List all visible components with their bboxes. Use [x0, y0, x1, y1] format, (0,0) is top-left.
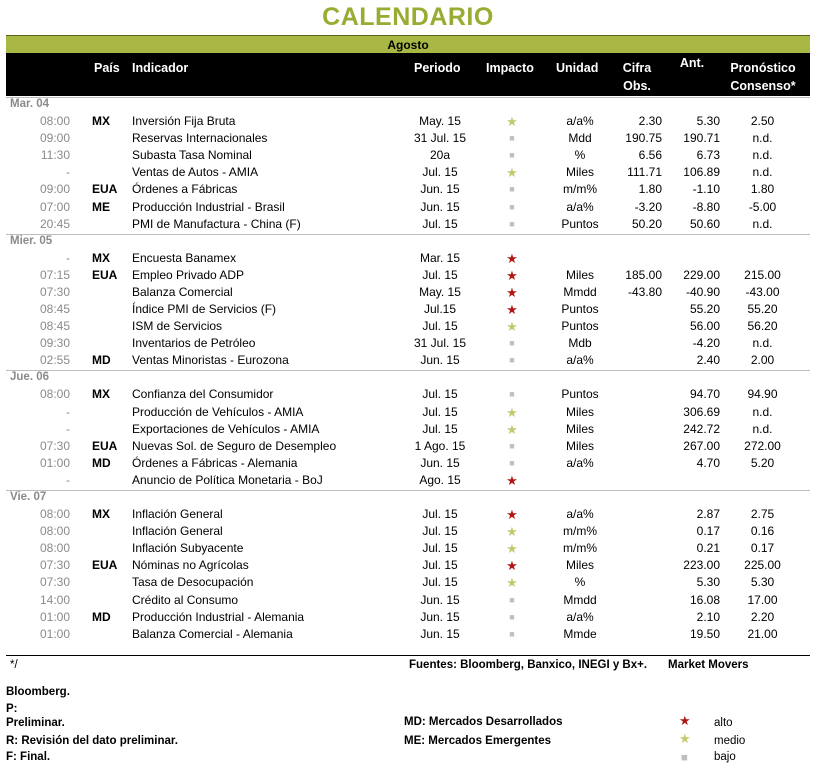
period-cell: Jul. 15 — [422, 421, 458, 436]
page-title: CALENDARIO — [322, 3, 494, 31]
time-cell: 09:00 — [39, 131, 70, 146]
period-cell: Jun. 15 — [420, 592, 460, 607]
country-cell: MX — [92, 387, 110, 402]
table-row — [0, 114, 816, 131]
indicator-cell: ISM de Servicios — [132, 319, 223, 334]
time-cell: 07:30 — [39, 438, 70, 453]
forecast-cell: n.d. — [752, 131, 773, 146]
unit-cell: Miles — [565, 165, 594, 180]
impact-bajo-icon: ■ — [509, 611, 515, 622]
table-row — [0, 507, 816, 524]
unit-cell: m/m% — [563, 524, 597, 539]
period-cell: 31 Jul. 15 — [413, 131, 467, 146]
indicator-cell: Ventas Minoristas - Eurozona — [132, 353, 289, 368]
table-row — [0, 541, 816, 558]
forecast-cell: 2.00 — [750, 353, 775, 368]
footer-note: */ — [10, 659, 18, 671]
impact-bajo-icon: ■ — [509, 594, 515, 605]
unit-cell: Miles — [565, 404, 594, 419]
time-cell: 07:15 — [39, 267, 70, 282]
time-cell: 08:00 — [39, 524, 70, 539]
forecast-cell: 2.75 — [750, 507, 775, 521]
header-consenso: Consenso* — [730, 79, 796, 93]
forecast-cell: n.d. — [752, 404, 773, 419]
forecast-cell: 21.00 — [747, 626, 778, 641]
footer-market-movers: Market Movers — [668, 659, 749, 671]
period-cell: Jul. 15 — [422, 507, 458, 521]
time-cell: 08:00 — [39, 387, 70, 402]
period-cell: Jun. 15 — [420, 353, 460, 368]
unit-cell: m/m% — [563, 182, 597, 197]
previous-cell: 19.50 — [689, 626, 720, 641]
country-cell: EUA — [92, 558, 118, 573]
indicator-cell: PMI de Manufactura - China (F) — [132, 216, 301, 231]
period-cell: Jul. 15 — [422, 387, 458, 402]
impact-bajo-icon: ■ — [509, 218, 515, 229]
forecast-cell: 272.00 — [744, 438, 781, 453]
country-cell: EUA — [92, 182, 118, 197]
footer-bloomberg: Bloomberg. — [6, 686, 70, 698]
period-cell: Mar. 15 — [419, 250, 461, 265]
observed-cell: 111.71 — [627, 165, 662, 180]
legend-medio-icon: ★ — [679, 731, 691, 746]
table-row — [0, 217, 816, 234]
table-row — [0, 148, 816, 165]
previous-cell: 0.17 — [696, 524, 720, 539]
observed-cell: 185.00 — [625, 267, 662, 282]
indicator-cell: Producción Industrial - Brasil — [132, 199, 285, 214]
time-cell: 08:45 — [39, 319, 70, 334]
period-cell: Jul. 15 — [422, 404, 458, 419]
indicator-cell: Ventas de Autos - AMIA — [132, 165, 259, 180]
forecast-cell: -43.00 — [745, 284, 780, 299]
impact-alto-icon: ★ — [506, 472, 518, 488]
country-cell: MD — [92, 353, 111, 368]
country-cell: MX — [92, 507, 110, 521]
indicator-cell: Órdenes a Fábricas — [132, 182, 238, 197]
period-cell: Jul. 15 — [422, 575, 458, 590]
table-row — [0, 524, 816, 541]
header-periodo: Periodo — [414, 61, 461, 75]
table-row — [0, 319, 816, 336]
time-cell: 07:30 — [39, 558, 70, 573]
time-cell: 20:45 — [39, 216, 70, 231]
table-header — [6, 53, 810, 96]
period-cell: Jun. 15 — [420, 609, 460, 624]
period-cell: Jul. 15 — [422, 558, 458, 573]
forecast-cell: 0.16 — [750, 524, 775, 539]
forecast-cell: n.d. — [752, 216, 773, 231]
period-cell: Jun. 15 — [420, 455, 460, 470]
forecast-cell: -5.00 — [748, 199, 777, 214]
table-row — [0, 627, 816, 644]
previous-cell: -4.20 — [692, 336, 720, 351]
header-pronostico: Pronóstico — [730, 61, 796, 75]
indicator-cell: Producción Industrial - Alemania — [132, 609, 305, 624]
header-indicador: Indicador — [132, 61, 189, 75]
period-cell: Jun. 15 — [420, 626, 460, 641]
table-row — [0, 405, 816, 422]
time-cell: - — [66, 472, 70, 487]
previous-cell: 50.60 — [689, 216, 720, 231]
day-label: Jue. 06 — [10, 371, 49, 384]
period-cell: Jul. 15 — [422, 216, 458, 231]
previous-cell: 190.71 — [683, 131, 720, 146]
table-row — [0, 251, 816, 268]
forecast-cell: n.d. — [752, 336, 773, 351]
indicator-cell: Reservas Internacionales — [132, 131, 268, 146]
time-cell: 08:45 — [39, 302, 70, 316]
footer-revision: R: Revisión del dato preliminar. — [6, 735, 178, 747]
unit-cell: % — [574, 148, 586, 163]
unit-cell: a/a% — [566, 455, 594, 470]
impact-medio-icon: ★ — [506, 404, 518, 420]
indicator-cell: Exportaciones de Vehículos - AMIA — [132, 421, 320, 436]
forecast-cell: 5.30 — [750, 575, 775, 590]
time-cell: - — [66, 404, 70, 419]
impact-alto-icon: ★ — [506, 302, 518, 317]
impact-alto-icon: ★ — [506, 250, 518, 266]
impact-medio-icon: ★ — [506, 421, 518, 437]
table-row — [0, 456, 816, 473]
forecast-cell: 5.20 — [750, 455, 775, 470]
day-label: Mar. 04 — [10, 98, 49, 110]
unit-cell: Puntos — [561, 387, 599, 402]
previous-cell: 106.89 — [683, 165, 720, 180]
indicator-cell: Inflación General — [132, 507, 223, 521]
previous-cell: 4.70 — [696, 455, 720, 470]
previous-cell: -1.10 — [692, 182, 720, 197]
impact-bajo-icon: ■ — [509, 201, 515, 212]
indicator-cell: Inflación General — [132, 524, 223, 539]
indicator-cell: Anuncio de Política Monetaria - BoJ — [132, 472, 323, 487]
country-cell: MD — [92, 609, 111, 624]
previous-cell: 242.72 — [683, 421, 720, 436]
observed-cell: 2.30 — [638, 114, 662, 128]
unit-cell: Mmde — [563, 626, 597, 641]
forecast-cell: n.d. — [752, 165, 773, 180]
legend-alto-label: alto — [714, 717, 733, 729]
time-cell: - — [66, 165, 70, 180]
time-cell: 02:55 — [39, 353, 70, 368]
indicator-cell: Producción de Vehículos - AMIA — [132, 404, 304, 419]
forecast-cell: 1.80 — [750, 182, 775, 197]
table-row — [0, 473, 816, 490]
month-bar: Agosto — [6, 35, 810, 54]
impact-bajo-icon: ■ — [509, 355, 515, 366]
period-cell: Jun. 15 — [420, 182, 460, 197]
time-cell: 01:00 — [39, 455, 70, 470]
unit-cell: Mdb — [568, 336, 592, 351]
country-cell: MX — [92, 250, 110, 265]
legend-medio-label: medio — [714, 735, 746, 747]
forecast-cell: 55.20 — [747, 302, 778, 316]
previous-cell: 2.10 — [696, 609, 720, 624]
table-row — [0, 200, 816, 217]
footer-final: F: Final. — [6, 751, 51, 763]
unit-cell: a/a% — [566, 199, 594, 214]
table-row — [0, 610, 816, 627]
country-cell: ME — [92, 199, 110, 214]
indicator-cell: Balanza Comercial - Alemania — [132, 626, 293, 641]
previous-cell: 56.00 — [689, 319, 720, 334]
forecast-cell: n.d. — [752, 421, 773, 436]
indicator-cell: Índice PMI de Servicios (F) — [132, 302, 277, 316]
day-label: Mier. 05 — [10, 234, 53, 247]
table-row — [0, 558, 816, 575]
indicator-cell: Inflación Subyacente — [132, 541, 244, 556]
time-cell: - — [66, 250, 70, 265]
impact-bajo-icon: ■ — [509, 628, 515, 639]
indicator-cell: Subasta Tasa Nominal — [132, 148, 252, 163]
forecast-cell: 94.90 — [747, 387, 778, 402]
period-cell: Jul. 15 — [422, 267, 458, 282]
previous-cell: 267.00 — [683, 438, 720, 453]
header-pais: País — [94, 61, 120, 75]
impact-bajo-icon: ■ — [509, 389, 515, 400]
table-row — [0, 268, 816, 285]
impact-alto-icon: ★ — [506, 507, 518, 522]
indicator-cell: Inversión Fija Bruta — [132, 114, 236, 128]
header-ant: Ant. — [679, 56, 705, 70]
unit-cell: Puntos — [561, 319, 599, 334]
time-cell: 09:30 — [39, 336, 70, 351]
table-row — [0, 422, 816, 439]
footer-p: P: — [6, 703, 18, 715]
previous-cell: 6.73 — [696, 148, 720, 163]
previous-cell: 5.30 — [696, 114, 720, 128]
period-cell: 1 Ago. 15 — [414, 438, 466, 453]
table-row — [0, 439, 816, 456]
unit-cell: a/a% — [566, 609, 594, 624]
forecast-cell: 215.00 — [744, 267, 781, 282]
table-row — [0, 353, 816, 370]
indicator-cell: Inventarios de Petróleo — [132, 336, 256, 351]
unit-cell: a/a% — [566, 114, 594, 128]
observed-cell: 6.56 — [638, 148, 662, 163]
table-row — [0, 285, 816, 302]
forecast-cell: 0.17 — [750, 541, 775, 556]
period-cell: Jul. 15 — [422, 165, 458, 180]
previous-cell: 2.87 — [696, 507, 720, 521]
impact-bajo-icon: ■ — [509, 457, 515, 468]
time-cell: 01:00 — [39, 626, 70, 641]
indicator-cell: Balanza Comercial — [132, 284, 233, 299]
unit-cell: % — [574, 575, 586, 590]
previous-cell: 0.21 — [696, 541, 720, 556]
time-cell: 07:30 — [39, 575, 70, 590]
indicator-cell: Tasa de Desocupación — [132, 575, 254, 590]
period-cell: Jul.15 — [423, 302, 457, 316]
footer-me: ME: Mercados Emergentes — [404, 735, 551, 747]
country-cell: MX — [92, 114, 110, 128]
day-label: Vie. 07 — [10, 491, 47, 503]
footer-md: MD: Mercados Desarrollados — [404, 716, 563, 728]
observed-cell: -3.20 — [634, 199, 662, 214]
table-row — [0, 182, 816, 199]
table-row — [0, 575, 816, 592]
previous-cell: -40.90 — [685, 284, 720, 299]
impact-alto-icon: ★ — [506, 267, 518, 283]
time-cell: 07:00 — [39, 199, 70, 214]
time-cell: 11:30 — [40, 148, 70, 163]
country-cell: EUA — [92, 267, 118, 282]
previous-cell: 94.70 — [689, 387, 720, 402]
previous-cell: -8.80 — [692, 199, 720, 214]
impact-alto-icon: ★ — [506, 284, 518, 300]
table-row — [0, 302, 816, 319]
header-cifra: Cifra — [622, 61, 652, 75]
impact-medio-icon: ★ — [506, 541, 518, 557]
time-cell: 07:30 — [39, 284, 70, 299]
table-row — [0, 131, 816, 148]
table-row — [0, 593, 816, 610]
time-cell: 01:00 — [39, 609, 70, 624]
unit-cell: Miles — [565, 267, 594, 282]
impact-medio-icon: ★ — [506, 319, 518, 335]
country-cell: EUA — [92, 438, 118, 453]
previous-cell: 223.00 — [683, 558, 720, 573]
impact-medio-icon: ★ — [506, 165, 518, 181]
observed-cell: -43.80 — [627, 284, 662, 299]
unit-cell: a/a% — [566, 507, 594, 521]
observed-cell: 1.80 — [638, 182, 662, 197]
impact-medio-icon: ★ — [506, 575, 518, 591]
indicator-cell: Empleo Privado ADP — [132, 267, 245, 282]
impact-bajo-icon: ■ — [509, 150, 515, 161]
unit-cell: Mmdd — [563, 592, 597, 607]
indicator-cell: Nóminas no Agrícolas — [132, 558, 249, 573]
previous-cell: 55.20 — [689, 302, 720, 316]
period-cell: May. 15 — [419, 284, 461, 299]
period-cell: May. 15 — [419, 114, 461, 128]
indicator-cell: Nuevas Sol. de Seguro de Desempleo — [132, 438, 337, 453]
period-cell: Jul. 15 — [422, 524, 458, 539]
footer-preliminar: Preliminar. — [6, 717, 65, 729]
indicator-cell: Órdenes a Fábricas - Alemania — [132, 455, 298, 470]
impact-bajo-icon: ■ — [509, 338, 515, 349]
period-cell: 31 Jul. 15 — [413, 336, 467, 351]
period-cell: Jul. 15 — [422, 319, 458, 334]
indicator-cell: Encuesta Banamex — [132, 250, 237, 265]
unit-cell: Puntos — [561, 216, 599, 231]
legend-bajo-label: bajo — [714, 751, 736, 763]
previous-cell: 2.40 — [696, 353, 720, 368]
table-row — [0, 336, 816, 353]
impact-alto-icon: ★ — [506, 558, 518, 574]
forecast-cell: 17.00 — [747, 592, 778, 607]
time-cell: 09:00 — [39, 182, 70, 197]
impact-medio-icon: ★ — [506, 114, 518, 129]
unit-cell: Miles — [565, 558, 594, 573]
observed-cell: 190.75 — [625, 131, 662, 146]
time-cell: 08:00 — [39, 507, 70, 521]
forecast-cell: 56.20 — [747, 319, 778, 334]
footer-divider — [6, 655, 810, 656]
table-row — [0, 165, 816, 182]
header-impacto: Impacto — [486, 61, 534, 75]
time-cell: 14:00 — [39, 592, 70, 607]
impact-bajo-icon: ■ — [509, 440, 515, 451]
forecast-cell: 2.50 — [750, 114, 775, 128]
previous-cell: 229.00 — [683, 267, 720, 282]
previous-cell: 16.08 — [689, 592, 720, 607]
previous-cell: 306.69 — [683, 404, 720, 419]
unit-cell: m/m% — [563, 541, 597, 556]
unit-cell: a/a% — [566, 353, 594, 368]
forecast-cell: 2.20 — [750, 609, 775, 624]
unit-cell: Puntos — [561, 302, 599, 316]
indicator-cell: Crédito al Consumo — [132, 592, 239, 607]
impact-bajo-icon: ■ — [509, 184, 515, 195]
header-unidad: Unidad — [556, 61, 599, 75]
legend-bajo-icon: ■ — [681, 752, 688, 764]
observed-cell: 50.20 — [631, 216, 662, 231]
footer-sources: Fuentes: Bloomberg, Banxico, INEGI y Bx+. — [409, 659, 648, 671]
forecast-cell: 225.00 — [744, 558, 781, 573]
forecast-cell: n.d. — [752, 148, 773, 163]
unit-cell: Miles — [565, 421, 594, 436]
time-cell: - — [66, 421, 70, 436]
table-row — [0, 387, 816, 404]
previous-cell: 5.30 — [696, 575, 720, 590]
country-cell: MD — [92, 455, 111, 470]
impact-bajo-icon: ■ — [509, 133, 515, 144]
indicator-cell: Confianza del Consumidor — [132, 387, 274, 402]
time-cell: 08:00 — [39, 114, 70, 128]
unit-cell: Miles — [565, 438, 594, 453]
period-cell: Jun. 15 — [420, 199, 460, 214]
impact-medio-icon: ★ — [506, 524, 518, 540]
period-cell: 20a — [429, 148, 451, 163]
unit-cell: Mmdd — [563, 284, 597, 299]
unit-cell: Mdd — [568, 131, 592, 146]
header-cifra-obs: Obs. — [623, 79, 651, 93]
period-cell: Jul. 15 — [422, 541, 458, 556]
legend-alto-icon: ★ — [679, 713, 691, 728]
period-cell: Ago. 15 — [419, 472, 461, 487]
time-cell: 08:00 — [39, 541, 70, 556]
